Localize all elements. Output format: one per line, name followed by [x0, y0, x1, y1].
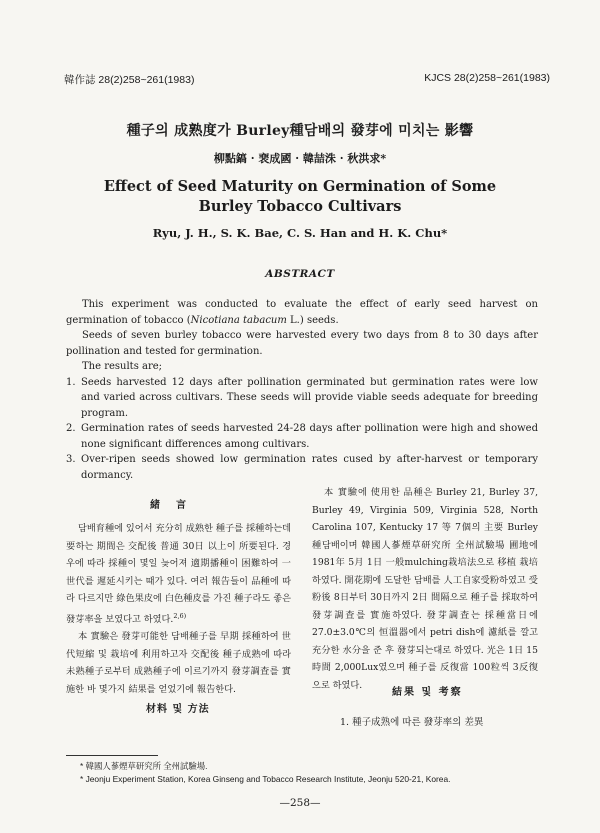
results-heading: 結果 및 考察	[392, 687, 463, 698]
results-subheading: 1. 種子成熟에 따른 發芽率의 差異	[340, 717, 484, 728]
result-number: 2.	[66, 423, 76, 434]
introduction-paragraph-2: 本 實驗은 發芽可能한 담배種子를 早期 採種하여 世代短縮 및 栽培에 利用하고자 交配後 種子成熟에 따라 未熟種子로부터 成熟種子에 이르기까지 發芽調査를 實施한 바 몇가지 結果를 얻었기에 報告한다.	[66, 631, 291, 695]
footnote-divider	[66, 755, 158, 756]
results-list	[66, 375, 538, 484]
result-item	[66, 375, 538, 422]
authors-korean: 柳點鎬 · 裵成國 · 韓喆洙 · 秋洪求*	[213, 152, 387, 165]
result-number: 1.	[66, 376, 76, 388]
abstract-paragraph-2: Seeds of seven burley tobacco were harvested every two days from 8 to 30 days after pollination and tested for germination.	[66, 330, 538, 357]
result-text: Over-ripen seeds showed low germination rates cused by after-harvest or temporary dormancy.	[81, 454, 538, 481]
abstract-p1-text-b: L.) seeds.	[286, 314, 339, 326]
title-english-line-2: Burley Tobacco Cultivars	[198, 198, 402, 215]
page-number: —258—	[279, 797, 321, 809]
footnote-affiliation-en: * Jeonju Experiment Station, Korea Ginseng and Tobacco Research Institute, Jeonju 520-21, Korea.	[80, 774, 451, 784]
introduction-heading: 緒 言	[150, 500, 189, 511]
introduction-body	[66, 520, 291, 698]
title-english-line-1: Effect of Seed Maturity on Germination of Some	[103, 178, 497, 195]
methods-heading: 材料 및 方法	[146, 704, 210, 715]
result-item	[66, 452, 538, 483]
footnote-affiliation-ko: * 韓國人蔘煙草研究所 全州試驗場.	[80, 761, 208, 771]
introduction-p1-text: 담배育種에 있어서 充分히 成熟한 種子를 採種하는데 要하는 期間은 交配後 普通 30日 以上이 所要된다. 경우에 따라 採種이 몇일 늦어져 適期播種이 困難하여 一世代를 遲延시키는 때가 있다. 여러 報告들이 品種에 따라 다르지만 綠色果皮에 白色種皮를 가진 種子라도 좋은 發芽率을 보였다고 하였다.	[66, 523, 291, 625]
introduction-paragraph-1	[66, 520, 291, 628]
reference-marker: 2,6)	[173, 611, 187, 620]
result-text: Germination rates of seeds harvested 24-28 days after pollination were high and showed none significant differences among cultivars.	[81, 423, 538, 450]
result-number: 3.	[66, 454, 76, 465]
journal-citation-en: KJCS 28(2)258~261(1983)	[424, 72, 550, 84]
title-korean: 種子의 成熟度가 Burley種담배의 發芽에 미치는 影響	[126, 123, 474, 139]
methods-body	[312, 484, 538, 694]
abstract-paragraph-3: The results are;	[82, 361, 163, 372]
result-item	[66, 421, 538, 452]
title-english	[0, 177, 600, 217]
abstract-paragraph-1	[66, 297, 538, 328]
abstract-body	[66, 297, 538, 483]
abstract-heading: ABSTRACT	[265, 268, 335, 280]
result-text: Seeds harvested 12 days after pollination germinated but germination rates were low and varied across cultivars. These seeds will provide viable seeds adequate for breeding program.	[81, 376, 538, 419]
journal-citation-ko: 韓作誌 28(2)258~261(1983)	[64, 74, 195, 86]
abstract-p1-text-a: This experiment was conducted to evaluate the effect of early seed harvest on germination of tobacco (	[66, 299, 538, 326]
methods-paragraph-1: 本 實驗에 使用한 品種은 Burley 21, Burley 37, Burley 49, Virginia 509, Virginia 528, North Carolina 107, Kentucky 17 等 7個의 主要 Burley 種담배이며 韓國人蔘煙草研究所 全州試驗場 圃地에 1981年 5月 1日 一般mulching栽培法으로 移植 栽培하였다. 開花期에 도달한 담배를 人工自家受粉하였고 受粉後 8日부터 30日까지 2日 間隔으로 種子를 採取하여 發芽調査를 實施하였다. 發芽調査는 採種當日에 27.0±3.0℃의 恒溫器에서 petri dish에 濾紙를 깔고 充分한 水分을 준 후 發芽되는대로 하였다. 光은 1日 15時間 2,000Lux였으며 種子를 反復當 100粒씩 3反復으로 하였다.	[312, 487, 538, 691]
species-name: Nicotiana tabacum	[190, 314, 287, 326]
authors-english: Ryu, J. H., S. K. Bae, C. S. Han and H. K. Chu*	[152, 226, 448, 240]
